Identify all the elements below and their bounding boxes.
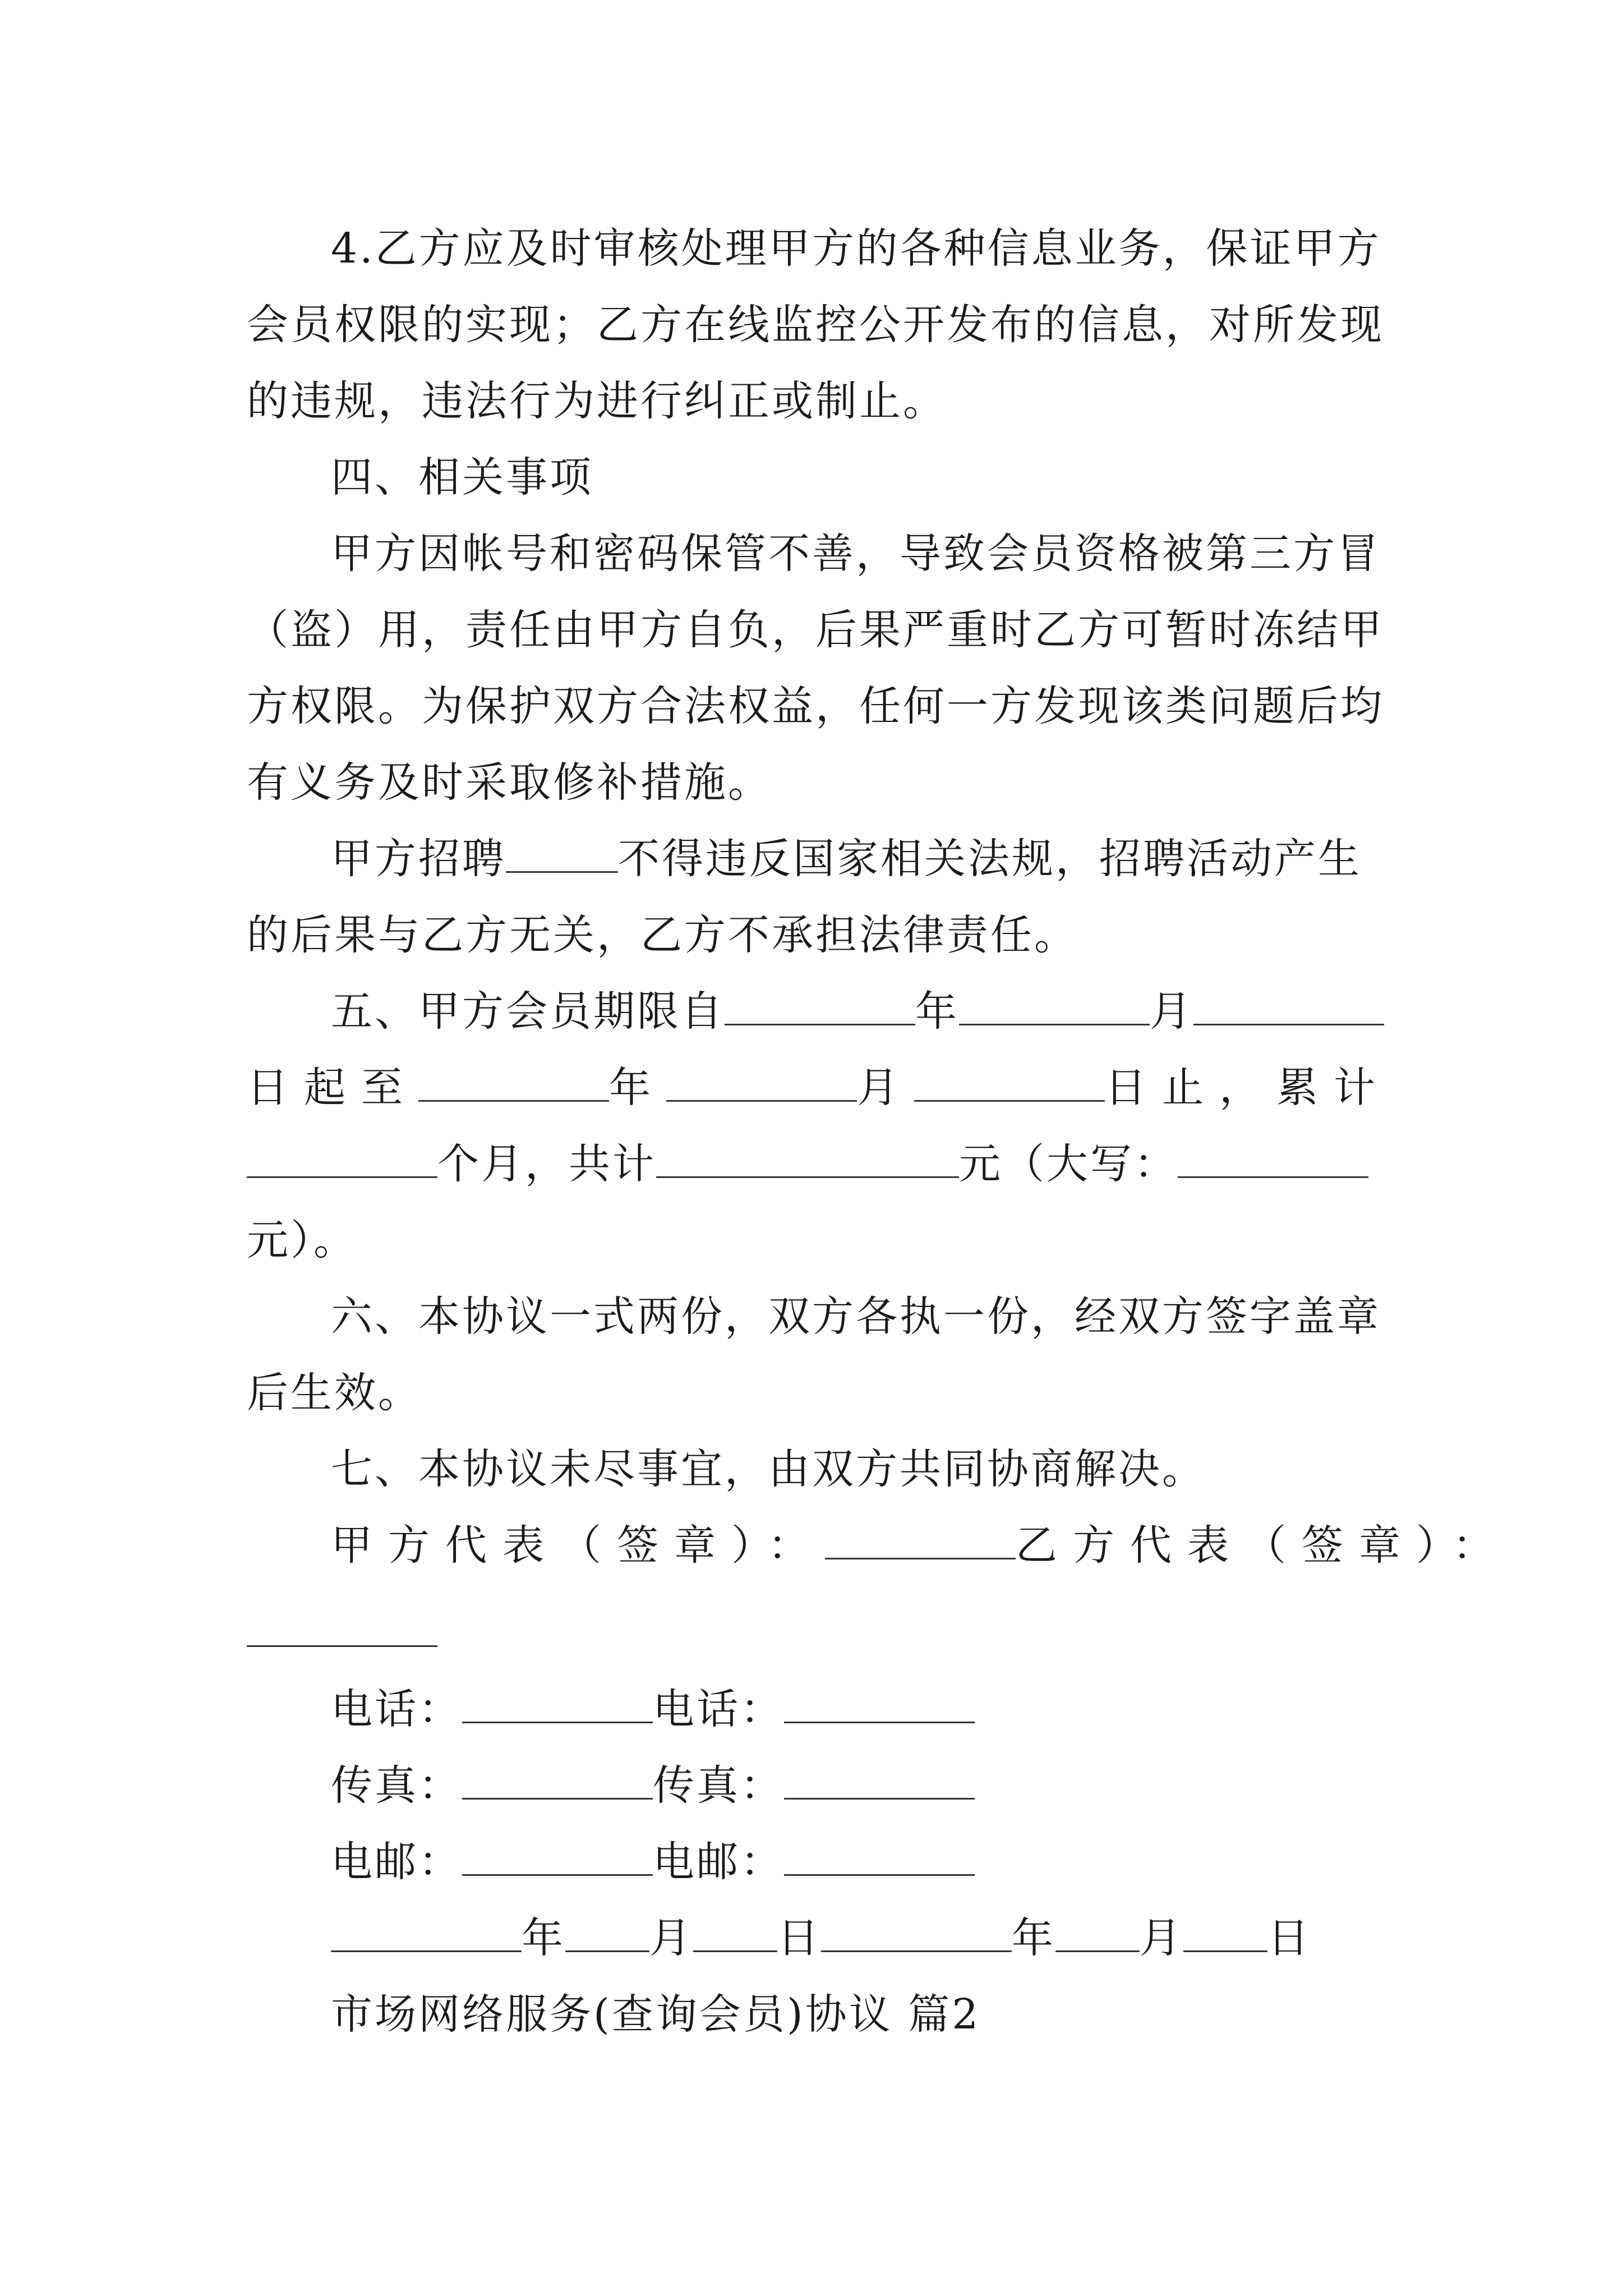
date-row (331, 1900, 1388, 1976)
fax-label-b: 传真： (653, 1761, 784, 1810)
email-row (331, 1824, 1388, 1900)
text-line: 六、本协议一式两份，双方各执一份，经双方签字盖章 (331, 1292, 1381, 1341)
phone-row (331, 1671, 1388, 1747)
text-line: 4.乙方应及时审核处理甲方的各种信息业务，保证甲方 (331, 224, 1381, 273)
date-year-blank-b (821, 1917, 1012, 1952)
clause-6-paragraph (247, 1278, 1388, 1431)
text-line (163, 1595, 1388, 1671)
date-day-label-b: 日 (1267, 1914, 1311, 1962)
date-month-label-a: 月 (649, 1914, 693, 1962)
text-line (247, 821, 1388, 897)
months-label: 个月，共计 (437, 1140, 656, 1188)
date-day-label-a: 日 (777, 1914, 821, 1962)
email-blank-b (784, 1841, 975, 1876)
month-label: 月 (1150, 987, 1193, 1036)
recruitment-paragraph (247, 821, 1388, 973)
email-label-b: 电邮： (653, 1838, 784, 1886)
start-month-blank (959, 990, 1150, 1025)
date-month-blank-a (565, 1917, 649, 1952)
date-year-label-b: 年 (1012, 1914, 1055, 1962)
year-label: 年 (609, 1064, 666, 1112)
section-heading-related-matters: 四、相关事项 (331, 453, 593, 501)
year-label: 年 (915, 987, 959, 1036)
end-day-blank (914, 1066, 1105, 1102)
party-a-signature-blank (825, 1524, 1016, 1559)
contact-block (247, 1671, 1388, 2053)
related-matters-paragraph (247, 516, 1388, 821)
start-day-blank (1193, 990, 1384, 1025)
from-day-label: 日起至 (247, 1064, 418, 1112)
membership-term-paragraph (247, 973, 1391, 1278)
text-line: 会员权限的实现；乙方在线监控公开发布的信息，对所发现 (247, 301, 1384, 349)
term-label: 五、甲方会员期限自 (331, 987, 725, 1036)
amount-words-label: 元（大写： (959, 1140, 1178, 1188)
text-line (163, 1050, 1391, 1126)
date-year-label-a: 年 (522, 1914, 565, 1962)
fax-blank-a (462, 1764, 653, 1800)
text-line: 元）。 (247, 1216, 357, 1264)
date-day-blank-a (693, 1917, 777, 1952)
date-day-blank-b (1183, 1917, 1267, 1952)
document-body (247, 210, 1510, 2053)
recruit-label: 甲方招聘 (331, 835, 506, 883)
party-b-signature-blank (247, 1612, 437, 1647)
amount-words-blank (1178, 1143, 1368, 1178)
text-line (163, 1126, 1388, 1202)
months-blank (247, 1143, 437, 1178)
text-line: 后生效。 (247, 1369, 422, 1417)
text-line (247, 973, 1388, 1050)
clause-4-paragraph (247, 210, 1388, 439)
next-section-title: 市场网络服务(查询会员)协议 篇2 (331, 1990, 981, 2039)
phone-label-b: 电话： (653, 1685, 784, 1733)
date-month-blank-b (1055, 1917, 1140, 1952)
text-line: 有义务及时采取修补措施。 (247, 758, 772, 807)
email-label-a: 电邮： (331, 1838, 462, 1886)
fax-label-a: 传真： (331, 1761, 462, 1810)
text-line: 的后果与乙方无关，乙方不承担法律责任。 (247, 911, 1078, 959)
party-a-signature-label: 甲方代表（签章）： (331, 1521, 825, 1570)
month-label: 月 (857, 1064, 914, 1112)
text-line: 甲方因帐号和密码保管不善，导致会员资格被第三方冒 (331, 530, 1381, 578)
fax-row (331, 1747, 1388, 1824)
text-line: （盗）用，责任由甲方自负，后果严重时乙方可暂时冻结甲 (247, 606, 1384, 654)
end-year-blank (418, 1066, 609, 1102)
to-day-label: 日止，累计 (1105, 1064, 1391, 1112)
phone-blank-b (784, 1688, 975, 1723)
signature-paragraph (247, 1507, 1510, 1671)
text-line (247, 1507, 1510, 1584)
phone-blank-a (462, 1688, 653, 1723)
party-b-signature-label: 乙方代表（签章）： (1016, 1521, 1510, 1570)
clause-7-paragraph: 七、本协议未尽事宜，由双方共同协商解决。 (331, 1445, 1206, 1493)
end-month-blank (666, 1066, 857, 1102)
fax-blank-b (784, 1764, 975, 1800)
amount-blank (656, 1143, 959, 1178)
phone-label-a: 电话： (331, 1685, 462, 1733)
date-year-blank-a (331, 1917, 522, 1952)
start-year-blank (725, 990, 915, 1025)
text-line: 的违规，违法行为进行纠正或制止。 (247, 377, 947, 425)
date-month-label-b: 月 (1140, 1914, 1183, 1962)
recruit-blank (506, 838, 618, 873)
email-blank-a (462, 1841, 653, 1876)
text-line: 方权限。为保护双方合法权益，任何一方发现该类问题后均 (247, 682, 1384, 730)
recruit-text: 不得违反国家相关法规，招聘活动产生 (618, 835, 1362, 883)
